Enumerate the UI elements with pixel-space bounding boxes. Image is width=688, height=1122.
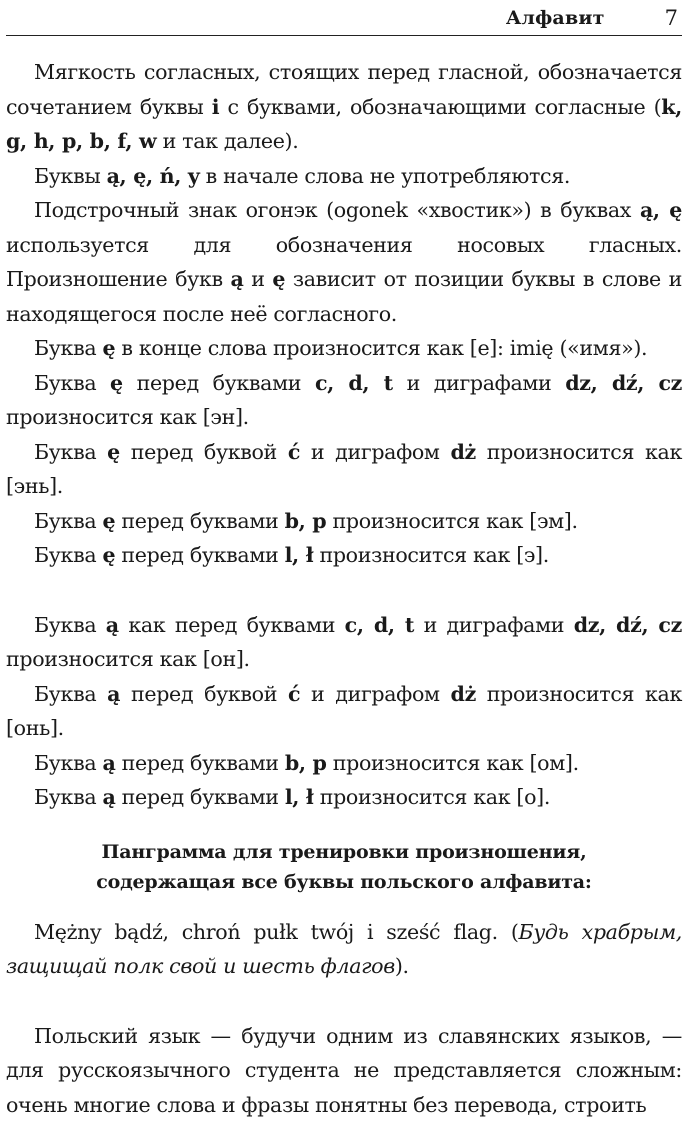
pangram-heading-line2: содержащая все буквы польского алфавита:	[96, 871, 592, 893]
page-body	[6, 55, 682, 1122]
paragraph-a-l: Буква ą перед буквами l, ł произносится как [о].	[6, 780, 682, 815]
paragraph-a-bp: Буква ą перед буквами b, p произносится как [ом].	[6, 746, 682, 781]
section-title: Алфавит	[506, 7, 605, 29]
section-gap	[6, 815, 682, 837]
paragraph-soft-consonants: Мягкость согласных, стоящих перед гласной, обозначается сочетанием буквы i с буквами, обозначающими согласные (k, g, h, p, b, f, w и так далее).	[6, 55, 682, 159]
pangram-polish: Mężny bądź, chroń pułk twój i sześć flag. (	[34, 920, 519, 944]
page-number: 7	[665, 6, 678, 30]
pangram-heading	[6, 837, 682, 897]
paragraph-ogonek: Подстрочный знак огонэк (ogonek «хвостик») в буквах ą, ę используется для обозначения носовых гласных. Произношение букв ą и ę зависит от позиции буквы в слове и находящегося после неё согласного.	[6, 193, 682, 331]
section-gap	[6, 897, 682, 915]
pangram-translation: Будь храбрым, защищай полк свой и шесть флагов	[6, 920, 682, 979]
running-header	[6, 0, 682, 36]
paragraph-a-c-acute: Буква ą перед буквой ć и диграфом dż произносится как [онь].	[6, 677, 682, 746]
paragraph-e-cdt: Буква ę перед буквами c, d, t и диграфами dz, dź, cz произносится как [эн].	[6, 366, 682, 435]
paragraph-e-bp: Буква ę перед буквами b, p произносится как [эм].	[6, 504, 682, 539]
paragraph-a-cdt: Буква ą как перед буквами c, d, t и диграфами dz, dź, cz произносится как [он].	[6, 608, 682, 677]
paragraph-e-c-acute: Буква ę перед буквой ć и диграфом dż произносится как [энь].	[6, 435, 682, 504]
section-gap	[6, 573, 682, 608]
pangram-paragraph: Mężny bądź, chroń pułk twój i sześć flag. (Будь храбрым, защищай полк свой и шесть флагов).	[6, 915, 682, 984]
section-gap	[6, 984, 682, 1019]
closing-paragraph: Польский язык — будучи одним из славянских языков, — для русскоязычного студента не представляется сложным: очень многие слова и фразы понятны без перевода, строить	[6, 1019, 682, 1122]
paragraph-e-final: Буква ę в конце слова произносится как [е]: imię («имя»).	[6, 331, 682, 366]
pangram-heading-line1: Панграмма для тренировки произношения,	[102, 841, 587, 863]
paragraph-initial-letters: Буквы ą, ę, ń, y в начале слова не употребляются.	[6, 159, 682, 194]
paragraph-e-l: Буква ę перед буквами l, ł произносится как [э].	[6, 538, 682, 573]
